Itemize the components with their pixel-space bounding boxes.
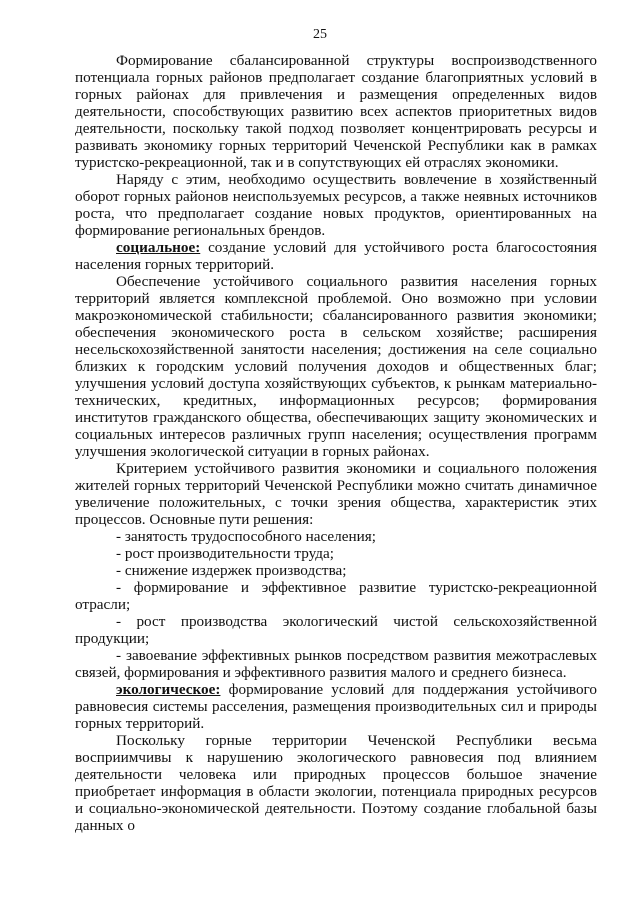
page-number: 25 <box>313 27 327 42</box>
list-item: - рост производства экологический чистой сельскохозяйственной продукции; <box>75 613 597 647</box>
paragraph-ecology-info: Поскольку горные территории Чеченской Республики весьма восприимчивы к нарушению экологического равновесия под влиянием деятельности человека или природных процессов большое значение приобретает информация в области экологии, потенциала природных ресурсов и социально-экономической деятельности. Поэтому создание глобальной базы данных о <box>75 732 597 834</box>
ecological-term: экологическое: <box>116 681 221 698</box>
social-text: создание условий для устойчивого роста благосостояния населения горных территорий. <box>75 239 597 273</box>
social-term: социальное: <box>116 239 201 256</box>
paragraph-criterion: Критерием устойчивого развития экономики и социального положения жителей горных территорий Чеченской Республики можно считать динамичное увеличение положительных, с точки зрения общества, характеристик этих процессов. Основные пути решения: <box>75 460 597 528</box>
paragraph-social <box>75 239 597 273</box>
ecological-text: формирование условий для поддержания устойчивого равновесия системы расселения, размещения производительных сил и природы горных территорий. <box>75 681 597 732</box>
paragraph-social-development: Обеспечение устойчивого социального развития населения горных территорий является комплексной проблемой. Оно возможно при условии макроэкономической стабильности; сбалансированного развития экономики; обеспечения экономического роста в сельском хозяйстве; расширения несельскохозяйственной занятости населения; достижения на селе социально близких к городским условий получения доходов и общественных благ; улучшения условий доступа хозяйствующих субъектов, к рынкам материально-технических, кредитных, информационных ресурсов; формирования институтов гражданского общества, обеспечивающих защиту экономических и социальных интересов различных групп населения; осуществления программ улучшения экологической ситуации в горных районах. <box>75 273 597 460</box>
list-item: - формирование и эффективное развитие туристско-рекреационной отрасли; <box>75 579 597 613</box>
body-text <box>75 52 597 834</box>
list-item: - рост производительности труда; <box>116 545 334 562</box>
paragraph-structure: Формирование сбалансированной структуры воспроизводственного потенциала горных районов предполагает создание благоприятных условий в горных районах для привлечения и размещения определенных видов деятельности, способствующих развитию всех аспектов приоритетных видов деятельности, поскольку такой подход позволяет концентрировать ресурсы и развивать экономику горных территорий Чеченской Республики как в рамках туристско-рекреационной, так и в сопутствующих ей отраслях экономики. <box>75 52 597 171</box>
paragraph-ecological <box>75 681 597 732</box>
paragraph-resources: Наряду с этим, необходимо осуществить вовлечение в хозяйственный оборот горных районов неиспользуемых ресурсов, а также неявных источников роста, что предполагает создание новых продуктов, ориентированных на формирование региональных брендов. <box>75 171 597 239</box>
list-item: - снижение издержек производства; <box>116 562 347 579</box>
list-item: - завоевание эффективных рынков посредством развития межотраслевых связей, формирования и эффективного развития малого и среднего бизнеса. <box>75 647 597 681</box>
list-item: - занятость трудоспособного населения; <box>116 528 376 545</box>
